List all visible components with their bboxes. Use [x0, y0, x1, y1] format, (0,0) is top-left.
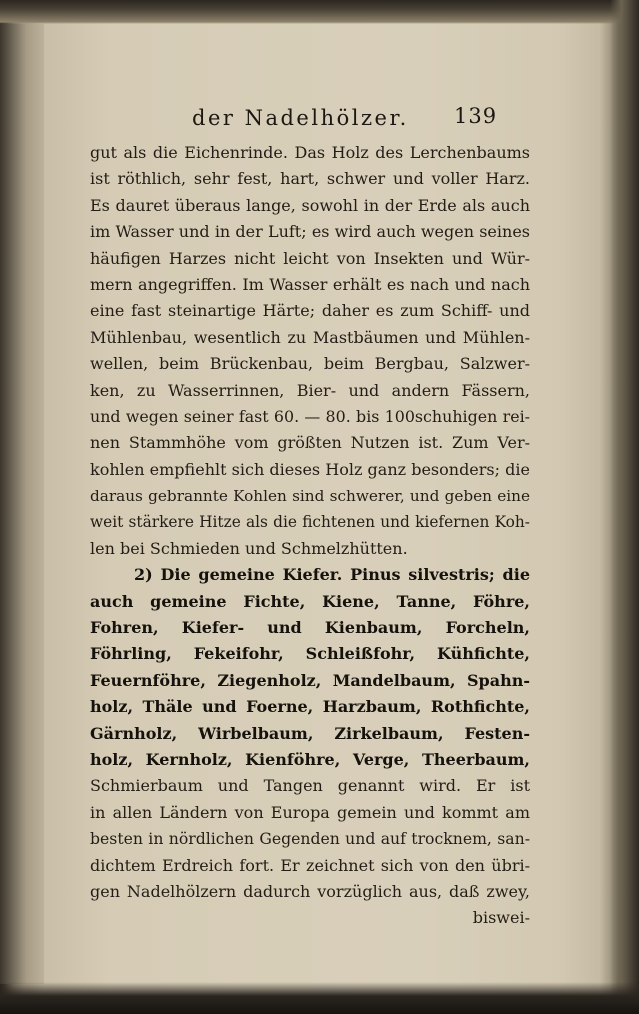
text-line: im Wasser und in der Luft; es wird auch wegen seines — [90, 222, 530, 242]
page-fore-edge-shadow — [610, 0, 639, 1014]
text-line: daraus gebrannte Kohlen sind schwerer, und geben eine — [90, 487, 530, 506]
text-line: holz, Kernholz, Kienföhre, Verge, Theerbaum, — [90, 749, 530, 769]
book-top-edge — [0, 0, 639, 24]
text-line: Gärnholz, Wirbelbaum, Zirkelbaum, Festen- — [90, 723, 530, 743]
running-head: der Nadelhölzer. — [192, 106, 409, 130]
text-line: dichtem Erdreich fort. Er zeichnet sich von den übri- — [90, 855, 530, 875]
text-line: ken, zu Wasserrinnen, Bier- und andern Fässern, — [90, 380, 530, 400]
text-line: Feuernföhre, Ziegenholz, Mandelbaum, Spahn- — [90, 670, 530, 690]
text-line: holz, Thäle und Foerne, Harzbaum, Rothfichte, — [90, 697, 530, 717]
book-page — [44, 22, 612, 982]
text-line: wellen, beim Brückenbau, beim Bergbau, Salzwer- — [90, 354, 530, 374]
text-line: Fohren, Kiefer- und Kienbaum, Forcheln, — [90, 618, 530, 638]
text-line: auch gemeine Fichte, Kiene, Tanne, Föhre, — [90, 591, 530, 611]
text-line: mern angegriffen. Im Wasser erhält es nach und nach — [90, 274, 530, 294]
text-line: besten in nördlichen Gegenden und auf trocknem, san- — [90, 829, 530, 849]
page-number: 139 — [454, 104, 498, 128]
text-line: ist röthlich, sehr fest, hart, schwer und voller Harz. — [90, 169, 530, 189]
text-line: nen Stammhöhe vom größten Nutzen ist. Zum Ver- — [90, 433, 530, 453]
book-bottom-edge — [0, 982, 639, 1014]
facing-page-edge — [0, 24, 44, 984]
section-heading-line: 2) Die gemeine Kiefer. Pinus silvestris; die — [134, 565, 530, 585]
text-line: gen Nadelhölzern dadurch vorzüglich aus, daß zwey, — [90, 881, 530, 901]
text-body — [90, 140, 530, 932]
text-line: eine fast steinartige Härte; daher es zum Schiff- und — [90, 301, 530, 321]
paragraph-end-line: len bei Schmieden und Schmelzhütten. — [90, 538, 408, 558]
catchword: biswei- — [472, 908, 530, 928]
text-line: Föhrling, Fekeifohr, Schleißfohr, Kühfichte, — [90, 644, 530, 664]
text-line: Es dauret überaus lange, sowohl in der Erde als auch — [90, 195, 530, 215]
text-line: Schmierbaum und Tangen genannt wird. Er ist — [90, 776, 530, 796]
text-line: weit stärkere Hitze als die fichtenen und kiefernen Koh- — [90, 513, 530, 532]
text-line: kohlen empfiehlt sich dieses Holz ganz besonders; die — [90, 459, 530, 479]
text-line: und wegen seiner fast 60. — 80. bis 100schuhigen rei- — [90, 406, 530, 426]
text-line: häufigen Harzes nicht leicht von Insekten und Wür- — [90, 248, 530, 268]
text-line: Mühlenbau, wesentlich zu Mastbäumen und Mühlen- — [90, 327, 530, 347]
text-line: in allen Ländern von Europa gemein und kommt am — [90, 802, 530, 822]
text-line: gut als die Eichenrinde. Das Holz des Lerchenbaums — [90, 143, 530, 162]
